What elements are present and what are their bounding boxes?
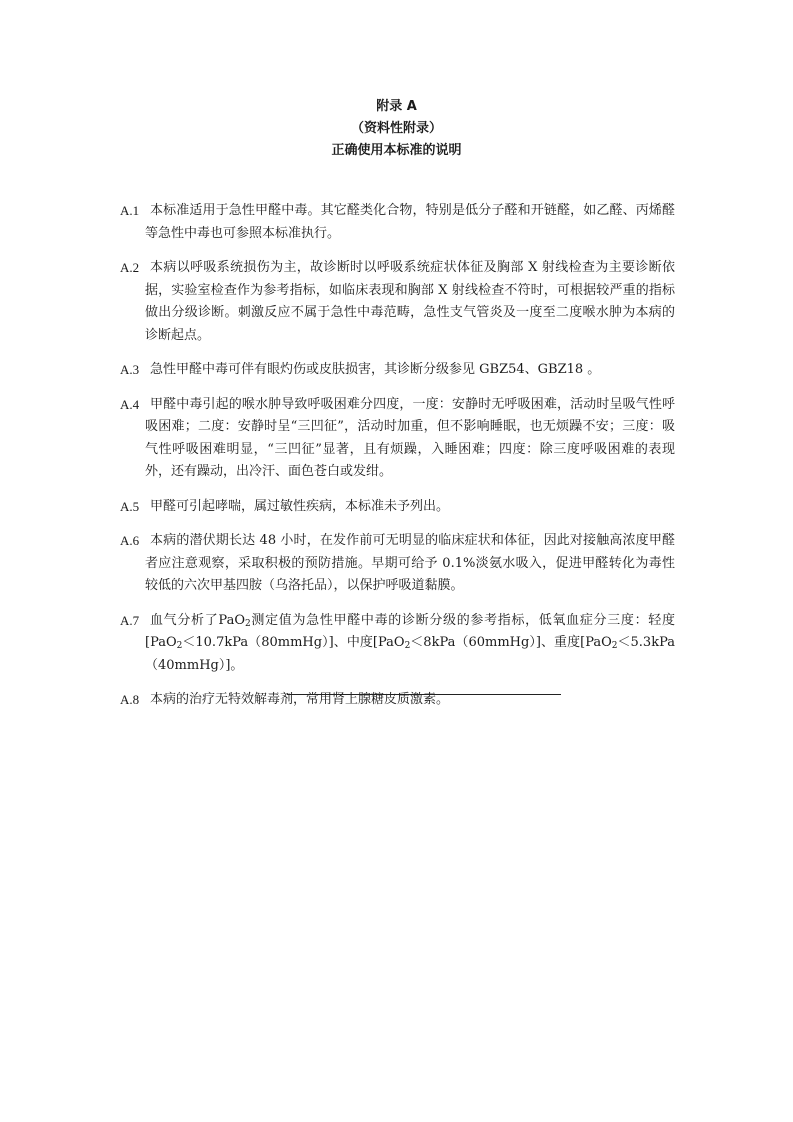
- clause-number: A.2: [120, 260, 140, 275]
- clause-number: A.4: [120, 396, 140, 412]
- appendix-subject: 正确使用本标准的说明: [331, 143, 462, 158]
- clause-text: [145, 610, 675, 678]
- clause-list: [120, 200, 675, 724]
- clause-a8: [120, 689, 675, 712]
- text-segment: ＜10.7kPa（80mmHg）]、中度[PaO: [182, 635, 405, 650]
- appendix-type: （资料性附录）: [350, 121, 442, 136]
- clause-number: A.7: [120, 612, 140, 628]
- clause-text: 急性甲醛中毒可伴有眼灼伤或皮肤损害，其诊断分级参见 GBZ54、GBZ18 。: [150, 362, 601, 377]
- clause-a6: [120, 530, 675, 598]
- text-segment: ＜5.3kPa（40mmHg）]。: [145, 635, 675, 673]
- text-segment: 测定值为急性甲醛中毒的诊断分级的参考指标，低氧血症分三度：轻度[PaO: [145, 612, 675, 650]
- end-rule: [287, 694, 561, 695]
- appendix-title: 附录 A: [376, 99, 417, 114]
- clause-number: A.3: [120, 362, 140, 377]
- clause-text: 本标准适用于急性甲醛中毒。其它醛类化合物，特别是低分子醛和开链醛，如乙醛、丙烯醛等急性中毒也可参照本标准执行。: [145, 203, 675, 241]
- clause-number: A.8: [120, 692, 140, 707]
- clause-a7: [120, 610, 675, 678]
- clause-text: 本病以呼吸系统损伤为主，故诊断时以呼吸系统症状体征及胸部 X 射线检查为主要诊断依据，实验室检查作为参考指标，如临床表现和胸部 X 射线检查不符时，可根据较严重的指标做出分级诊断。刺激反应不属于急性中毒范畴，急性支气管炎及一度至二度喉水肿为本病的诊断起点。: [145, 260, 675, 343]
- clause-number: A.6: [120, 533, 140, 548]
- clause-a3: [120, 359, 675, 382]
- text-segment: 血气分析了PaO: [150, 612, 245, 628]
- clause-a2: [120, 257, 675, 347]
- clause-number: A.1: [120, 203, 140, 218]
- subscript: 2: [404, 641, 411, 651]
- subscript: 2: [245, 618, 251, 629]
- text-segment: ＜8kPa（60mmHg）]、重度[PaO: [410, 635, 612, 650]
- clause-text: 甲醛可引起哮喘，属过敏性疾病，本标准未予列出。: [150, 498, 450, 514]
- subscript: 2: [176, 641, 183, 651]
- subscript: 2: [611, 641, 618, 651]
- clause-a5: [120, 496, 675, 519]
- clause-text: 本病的潜伏期长达 48 小时，在发作前可无明显的临床症状和体征，因此对接触高浓度甲醛者应注意观察，采取积极的预防措施。早期可给予 0.1%淡氨水吸入，促进甲醛转化为毒性较低的六次甲基四胺（乌洛托品），以保护呼吸道黏膜。: [145, 533, 675, 593]
- clause-a1: [120, 200, 675, 245]
- clause-number: A.5: [120, 498, 140, 514]
- clause-text: 本病的治疗无特效解毒剂，常用肾上腺糖皮质激素。: [150, 692, 450, 707]
- clause-a4: [120, 394, 675, 484]
- clause-text: 甲醛中毒引起的喉水肿导致呼吸困难分四度，一度：安静时无呼吸困难，活动时呈吸气性呼吸困难；二度：安静时呈“三凹征”，活动时加重，但不影响睡眠，也无烦躁不安；三度：吸气性呼吸困难明显，“三凹征”显著，且有烦躁，入睡困难；四度：除三度呼吸困难的表现外，还有躁动，出冷汗、面色苍白或发绀。: [145, 396, 675, 479]
